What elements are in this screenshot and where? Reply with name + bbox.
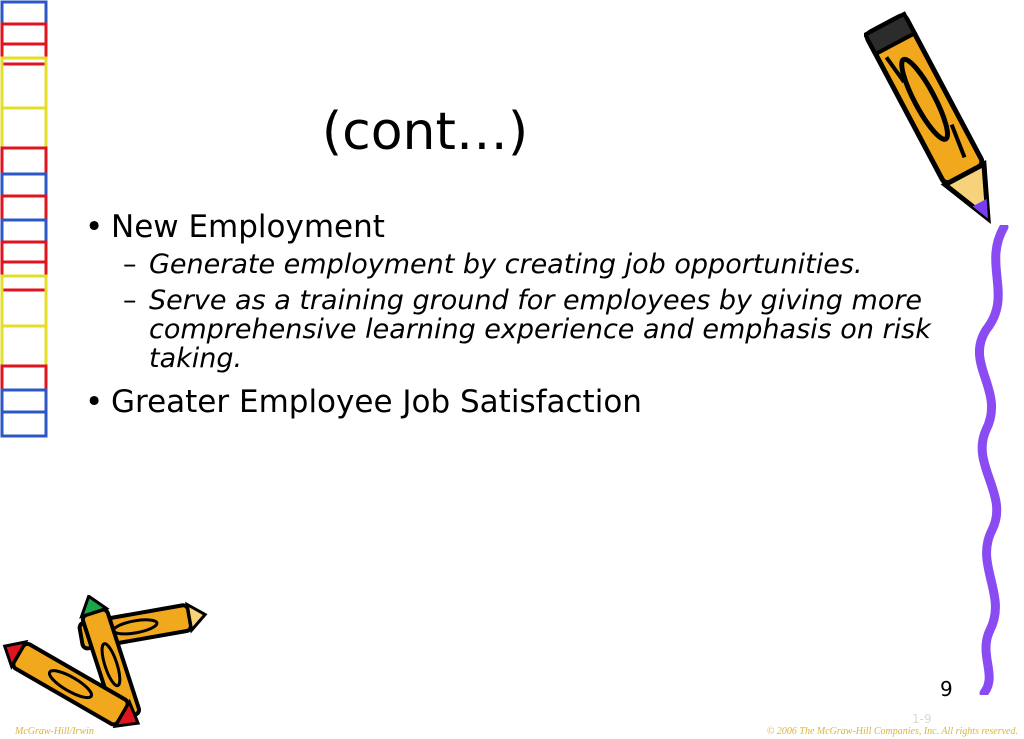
bullet-text: New Employment — [111, 209, 385, 245]
slide-title: (cont…) — [321, 102, 529, 162]
crayons-clipart — [0, 595, 210, 735]
bullet-glyph: • — [85, 384, 104, 420]
footer-publisher: McGraw-Hill/Irwin — [15, 726, 94, 737]
purple-squiggle-decoration — [964, 225, 1024, 695]
footer-copyright: © 2006 The McGraw-Hill Companies, Inc. All rights reserved. — [766, 726, 1018, 737]
faint-slide-number: 1-9 — [912, 712, 932, 726]
slide-body — [85, 208, 945, 425]
sub-bullet-glyph: – — [123, 249, 137, 280]
bullet-job-satisfaction — [85, 383, 945, 421]
bullet-new-employment — [85, 208, 945, 246]
sub-bullet-text: Serve as a training ground for employees by giving more comprehensive learning experience and emphasis on risk taking. — [149, 285, 931, 374]
sub-bullet-text: Generate employment by creating job opportunities. — [149, 249, 863, 280]
pencil-clipart — [864, 0, 1014, 240]
sub-bullet-training-ground — [123, 286, 945, 373]
bullet-glyph: • — [85, 209, 104, 245]
colored-blocks-decoration — [0, 0, 52, 440]
sub-bullet-list — [123, 250, 945, 373]
sub-bullet-glyph: – — [123, 285, 137, 316]
bullet-text: Greater Employee Job Satisfaction — [111, 384, 642, 420]
slide-number: 9 — [940, 677, 953, 701]
sub-bullet-generate-employment — [123, 250, 945, 279]
